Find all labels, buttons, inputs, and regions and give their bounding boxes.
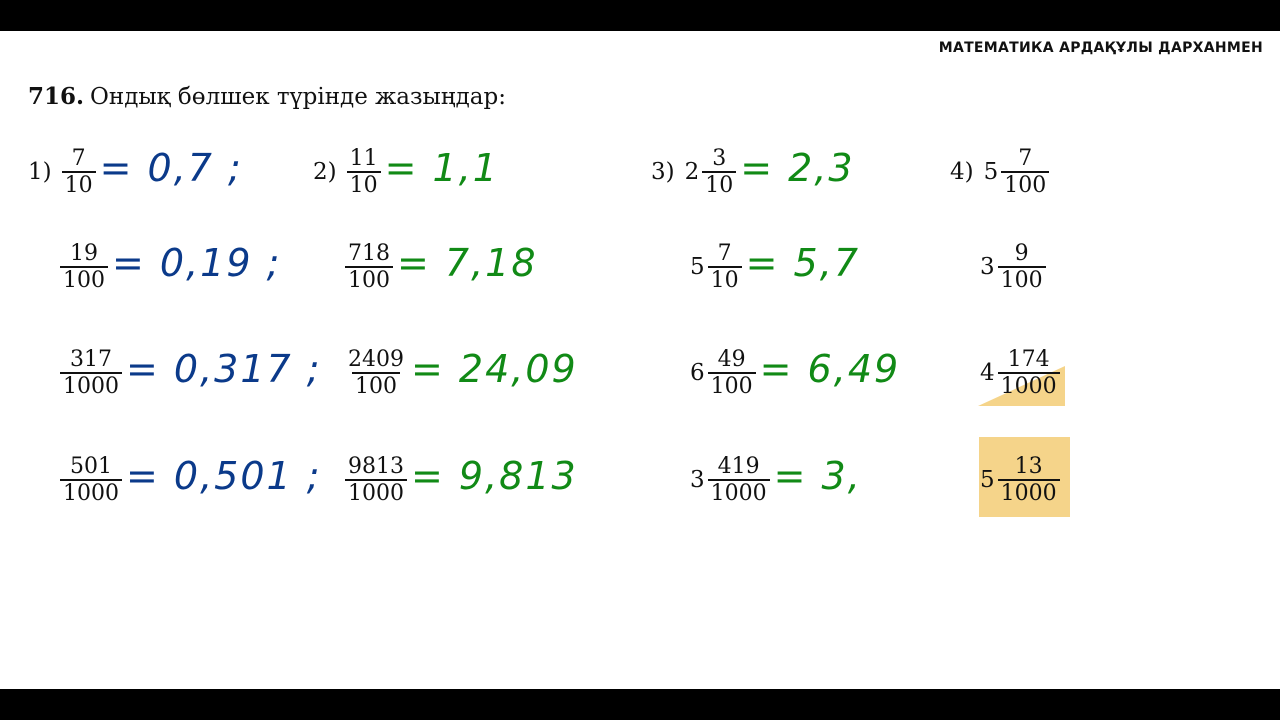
fraction [62, 146, 96, 198]
exercise-item [60, 454, 322, 506]
denominator: 1000 [345, 479, 407, 506]
numerator: 7 [71, 146, 86, 171]
denominator: 1000 [998, 372, 1060, 399]
exercise-item [980, 241, 1046, 293]
numerator: 7 [1018, 146, 1033, 171]
fraction [345, 454, 407, 506]
denominator: 100 [60, 266, 108, 293]
denominator: 10 [62, 171, 96, 198]
fraction [1001, 146, 1049, 198]
fraction [60, 347, 122, 399]
fraction [60, 454, 122, 506]
exercise-item [60, 241, 281, 293]
fraction [347, 146, 381, 198]
handwritten-answer: = 24,09 [411, 347, 578, 391]
textbook-page [0, 31, 1280, 689]
handwritten-answer: = 1,1 [384, 146, 499, 190]
numerator: 2409 [348, 347, 404, 372]
handwritten-answer: = 0,501 ; [126, 454, 322, 498]
denominator: 1000 [60, 479, 122, 506]
fraction [345, 347, 407, 399]
denominator: 10 [347, 171, 381, 198]
denominator: 1000 [60, 372, 122, 399]
handwritten-answer: = 5,7 [745, 241, 860, 285]
numerator: 3 [712, 146, 727, 171]
exercise-item [28, 146, 243, 198]
item-label: 2) [313, 159, 337, 185]
denominator: 100 [1001, 171, 1049, 198]
fraction [998, 347, 1060, 399]
exercise-item [345, 347, 578, 399]
whole-part: 6 [690, 360, 705, 386]
denominator: 10 [708, 266, 742, 293]
exercise-item [345, 454, 578, 506]
numerator: 19 [70, 241, 98, 266]
handwritten-answer: = 0,317 ; [126, 347, 322, 391]
numerator: 13 [1014, 454, 1043, 479]
numerator: 419 [717, 454, 760, 479]
item-label: 4) [950, 159, 974, 185]
exercise-item [690, 241, 860, 293]
numerator: 9 [1014, 241, 1029, 266]
whole-part: 3 [690, 467, 705, 493]
exercise-instruction: Ондық бөлшек түрінде жазыңдар: [90, 84, 506, 110]
numerator: 7 [717, 241, 732, 266]
numerator: 718 [348, 241, 390, 266]
denominator: 100 [998, 266, 1046, 293]
exercise-item [980, 454, 1060, 506]
whole-part: 3 [980, 254, 995, 280]
exercise-item [60, 347, 322, 399]
fraction [998, 454, 1060, 506]
numerator: 9813 [348, 454, 404, 479]
handwritten-answer: = 6,49 [759, 347, 901, 391]
fraction [708, 347, 756, 399]
whole-part: 5 [983, 159, 999, 185]
exercise-number: 716. [28, 83, 85, 110]
handwritten-answer: = 0,19 ; [112, 241, 282, 285]
whole-part: 4 [980, 360, 995, 386]
denominator: 1000 [708, 479, 770, 506]
denominator: 1000 [998, 479, 1060, 506]
whole-part: 2 [684, 159, 700, 185]
denominator: 100 [352, 372, 400, 399]
numerator: 11 [349, 146, 378, 171]
exercise-item [690, 347, 900, 399]
fraction [60, 241, 108, 293]
numerator: 317 [70, 347, 112, 372]
exercise-item [651, 146, 855, 198]
exercise-item [690, 454, 862, 506]
numerator: 49 [717, 347, 746, 372]
channel-title: МАТЕМАТИКА АРДАҚҰЛЫ ДАРХАНМЕН [938, 40, 1263, 56]
exercise-item [950, 146, 1049, 198]
fraction [345, 241, 393, 293]
handwritten-answer: = 7,18 [397, 241, 538, 285]
denominator: 100 [345, 266, 393, 293]
exercise-item [345, 241, 538, 293]
handwritten-answer: = 2,3 [740, 146, 855, 190]
fraction [708, 241, 742, 293]
denominator: 10 [702, 171, 736, 198]
fraction [998, 241, 1046, 293]
exercise-item [980, 347, 1060, 399]
fraction [708, 454, 770, 506]
whole-part: 5 [690, 254, 705, 280]
item-label: 1) [28, 159, 52, 185]
denominator: 100 [708, 372, 756, 399]
numerator: 501 [70, 454, 112, 479]
exercise-heading [28, 83, 506, 110]
exercise-item [313, 146, 499, 198]
item-label: 3) [651, 159, 675, 185]
whole-part: 5 [980, 467, 995, 493]
handwritten-answer: = 9,813 [411, 454, 578, 498]
numerator: 174 [1007, 347, 1050, 372]
fraction [702, 146, 736, 198]
handwritten-answer: = 3, [773, 454, 862, 498]
handwritten-answer: = 0,7 ; [99, 146, 243, 190]
